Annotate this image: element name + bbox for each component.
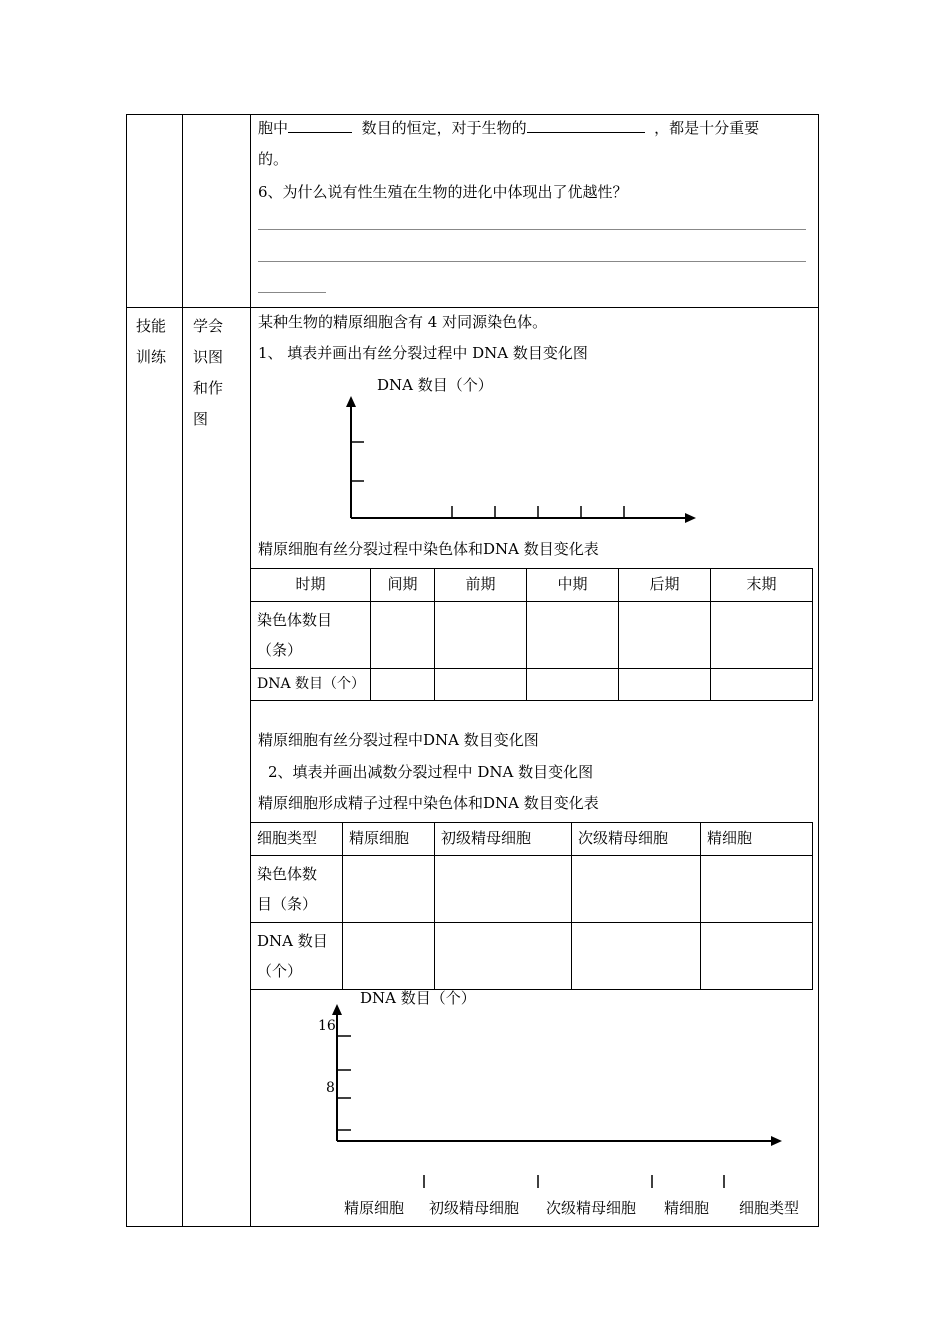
table2-row-label-line: DNA 数目 (257, 932, 328, 950)
fill-text-c: ，都是十分重要 (654, 119, 760, 137)
table2-row-label (251, 923, 343, 990)
table1 (250, 568, 813, 701)
frame-right (818, 114, 819, 1227)
table1-row-label (251, 602, 371, 669)
section-label-col1-line: 技能 (136, 317, 167, 335)
table1-cell[interactable] (435, 669, 527, 701)
figure-caption-1: 精原细胞有丝分裂过程中DNA 数目变化图 (258, 731, 539, 749)
question-6: 6、为什么说有性生殖在生物的进化中体现出了优越性？ (258, 183, 628, 201)
table1-cell[interactable] (619, 669, 711, 701)
section-label-col2 (193, 311, 223, 435)
section-label-col2-line: 图 (193, 410, 209, 428)
table2-header: 精细胞 (701, 823, 813, 856)
chart2-ylabel: DNA 数目（个） (360, 989, 476, 1007)
answer-line-2[interactable] (258, 261, 806, 262)
chart1-y-arrow (346, 396, 356, 407)
table1-header: 后期 (619, 569, 711, 602)
frame-top (126, 114, 819, 115)
frame-bottom (126, 1226, 819, 1227)
table2-row-label (251, 856, 343, 923)
section-label-col2-line: 学会 (193, 317, 224, 335)
chart2-y-tick-label: 16 (318, 1018, 336, 1034)
table1-header: 中期 (527, 569, 619, 602)
table2-row-label-line: 染色体数 (257, 865, 318, 883)
table2-header: 初级精母细胞 (435, 823, 572, 856)
chart2-xlabel: 细胞类型 (739, 1199, 800, 1217)
table1-cell[interactable] (435, 602, 527, 669)
table2-cell[interactable] (572, 923, 701, 990)
table2-row-label-line: 目（条） (257, 895, 318, 913)
chart2-y-arrow (332, 1004, 342, 1015)
fill-text-a: 胞中 (258, 119, 289, 137)
table1-header: 时期 (251, 569, 371, 602)
blank-2[interactable] (527, 118, 645, 133)
table1-row-label-line: （条） (257, 641, 303, 659)
table2-header: 细胞类型 (251, 823, 343, 856)
table-row (251, 669, 813, 701)
frame-col-divider-1 (182, 114, 183, 1227)
fill-line-1 (258, 117, 759, 138)
chart2-x-category-label: 精细胞 (664, 1199, 710, 1217)
table2-cell[interactable] (701, 856, 813, 923)
table1-header: 前期 (435, 569, 527, 602)
frame-left (126, 114, 127, 1227)
table-row (251, 569, 813, 602)
table2 (250, 822, 813, 990)
answer-line-1[interactable] (258, 229, 806, 230)
chart2-y-tick-label: 8 (326, 1080, 335, 1096)
frame-row-divider (126, 307, 819, 308)
intro-text: 某种生物的精原细胞含有 4 对同源染色体。 (258, 313, 548, 331)
table2-cell[interactable] (435, 923, 572, 990)
table2-cell[interactable] (435, 856, 572, 923)
task-1: 1、 填表并画出有丝分裂过程中 DNA 数目变化图 (258, 344, 588, 362)
table1-cell[interactable] (619, 602, 711, 669)
table1-row-label-line: DNA 数目（个） (257, 676, 366, 692)
table2-caption: 精原细胞形成精子过程中染色体和DNA 数目变化表 (258, 794, 599, 812)
chart2-x-category-label: 精原细胞 (344, 1199, 405, 1217)
table-row (251, 856, 813, 923)
table1-cell[interactable] (371, 602, 435, 669)
chart2-x-category-label: 初级精母细胞 (429, 1199, 520, 1217)
table2-cell[interactable] (572, 856, 701, 923)
fill-text-b: 数目的恒定，对于生物的 (361, 119, 527, 137)
blank-1[interactable] (288, 118, 352, 133)
table1-cell[interactable] (711, 669, 813, 701)
table2-header: 精原细胞 (343, 823, 435, 856)
section-label-col2-line: 和作 (193, 379, 224, 397)
table-row (251, 602, 813, 669)
answer-line-3[interactable] (258, 292, 326, 293)
table2-header: 次级精母细胞 (572, 823, 701, 856)
chart2-x-arrow (771, 1136, 782, 1146)
table1-caption: 精原细胞有丝分裂过程中染色体和DNA 数目变化表 (258, 540, 599, 558)
task-2: 2、填表并画出减数分裂过程中 DNA 数目变化图 (268, 763, 594, 781)
section-label-col1 (136, 311, 166, 373)
chart1-x-arrow (685, 513, 696, 523)
table1-cell[interactable] (371, 669, 435, 701)
table-row (251, 923, 813, 990)
table2-cell[interactable] (343, 923, 435, 990)
table1-row-label-line: 染色体数目 (257, 611, 333, 629)
table2-cell[interactable] (343, 856, 435, 923)
table1-cell[interactable] (711, 602, 813, 669)
section-label-col1-line: 训练 (136, 348, 167, 366)
chart1-ylabel: DNA 数目（个） (377, 376, 493, 394)
table1-cell[interactable] (527, 669, 619, 701)
table1-header: 末期 (711, 569, 813, 602)
section-label-col2-line: 识图 (193, 348, 224, 366)
table1-row-label (251, 669, 371, 701)
table2-row-label-line: （个） (257, 962, 303, 980)
fill-line-2: 的。 (258, 150, 289, 168)
chart2-x-category-label: 次级精母细胞 (546, 1199, 637, 1217)
table1-header: 间期 (371, 569, 435, 602)
table1-cell[interactable] (527, 602, 619, 669)
table2-cell[interactable] (701, 923, 813, 990)
table-row (251, 823, 813, 856)
